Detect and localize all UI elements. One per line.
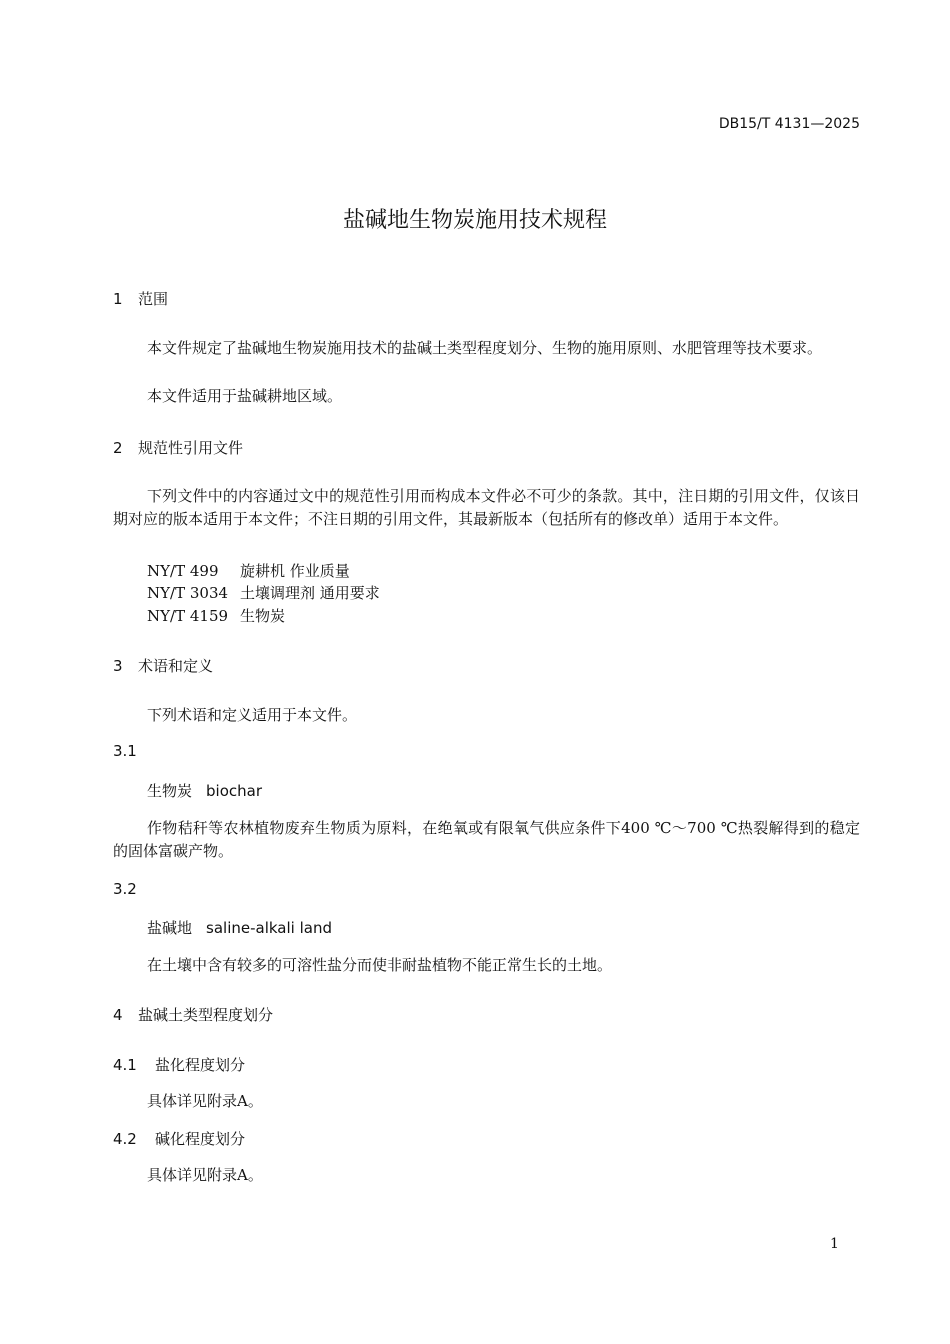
reference-title: 生物炭 [240,607,286,625]
term-definition: 在土壤中含有较多的可溶性盐分而使非耐盐植物不能正常生长的土地。 [147,956,613,974]
section-title: 规范性引用文件 [138,439,244,457]
subsection-number: 4.1 [113,1056,137,1074]
subsection-number: 4.2 [113,1130,137,1148]
section-1-paragraph-1: 本文件规定了盐碱地生物炭施用技术的盐碱土类型程度划分、生物的施用原则、水肥管理等技术要求。 [147,339,823,357]
reference-title: 土壤调理剂 通用要求 [240,584,380,602]
subsection-4-1-heading [113,1054,245,1075]
subsection-title: 盐化程度划分 [155,1056,246,1074]
page-number: 1 [830,1236,839,1252]
subsection-4-2-text: 具体详见附录A。 [147,1166,263,1184]
reference-code: NY/T 3034 [147,584,229,602]
section-number: 4 [113,1006,123,1024]
section-number: 3 [113,657,123,675]
section-2-paragraph-1: 下列文件中的内容通过文中的规范性引用而构成本文件必不可少的条款。其中，注日期的引用文件，仅该日期对应的版本适用于本文件；不注日期的引用文件，其最新版本（包括所有的修改单）适用于本文件。 [113,487,860,528]
term-heading [147,917,332,938]
term-number: 3.2 [113,880,137,898]
section-3-heading [113,655,213,676]
reference-item [147,582,380,603]
subsection-4-1-text: 具体详见附录A。 [147,1092,263,1110]
reference-code: NY/T 4159 [147,607,229,625]
document-title: 盐碱地生物炭施用技术规程 [342,208,607,233]
section-title: 范围 [138,290,169,308]
subsection-4-2-heading [113,1128,245,1149]
term-heading [147,780,262,801]
section-2-heading [113,437,243,458]
term-chinese: 生物炭 [147,782,193,800]
section-number: 2 [113,439,123,457]
section-4-heading [113,1004,273,1025]
term-english: saline-alkali land [206,919,332,937]
term-number: 3.1 [113,742,137,760]
section-3-paragraph-1: 下列术语和定义适用于本文件。 [147,706,358,724]
section-1-heading [113,288,168,309]
section-title: 盐碱土类型程度划分 [138,1006,274,1024]
reference-title: 旋耕机 作业质量 [240,562,350,580]
term-chinese: 盐碱地 [147,919,193,937]
term-english: biochar [206,782,262,800]
reference-item [147,605,285,626]
section-number: 1 [113,290,123,308]
subsection-title: 碱化程度划分 [155,1130,246,1148]
document-number: DB15/T 4131—2025 [718,116,860,132]
term-definition: 作物秸秆等农林植物废弃生物质为原料，在绝氧或有限氧气供应条件下400 ℃～700 ℃热裂解得到的稳定的固体富碳产物。 [113,819,860,860]
section-title: 术语和定义 [138,657,214,675]
reference-code: NY/T 499 [147,562,219,580]
reference-item [147,560,350,581]
section-1-paragraph-2: 本文件适用于盐碱耕地区域。 [147,387,343,405]
